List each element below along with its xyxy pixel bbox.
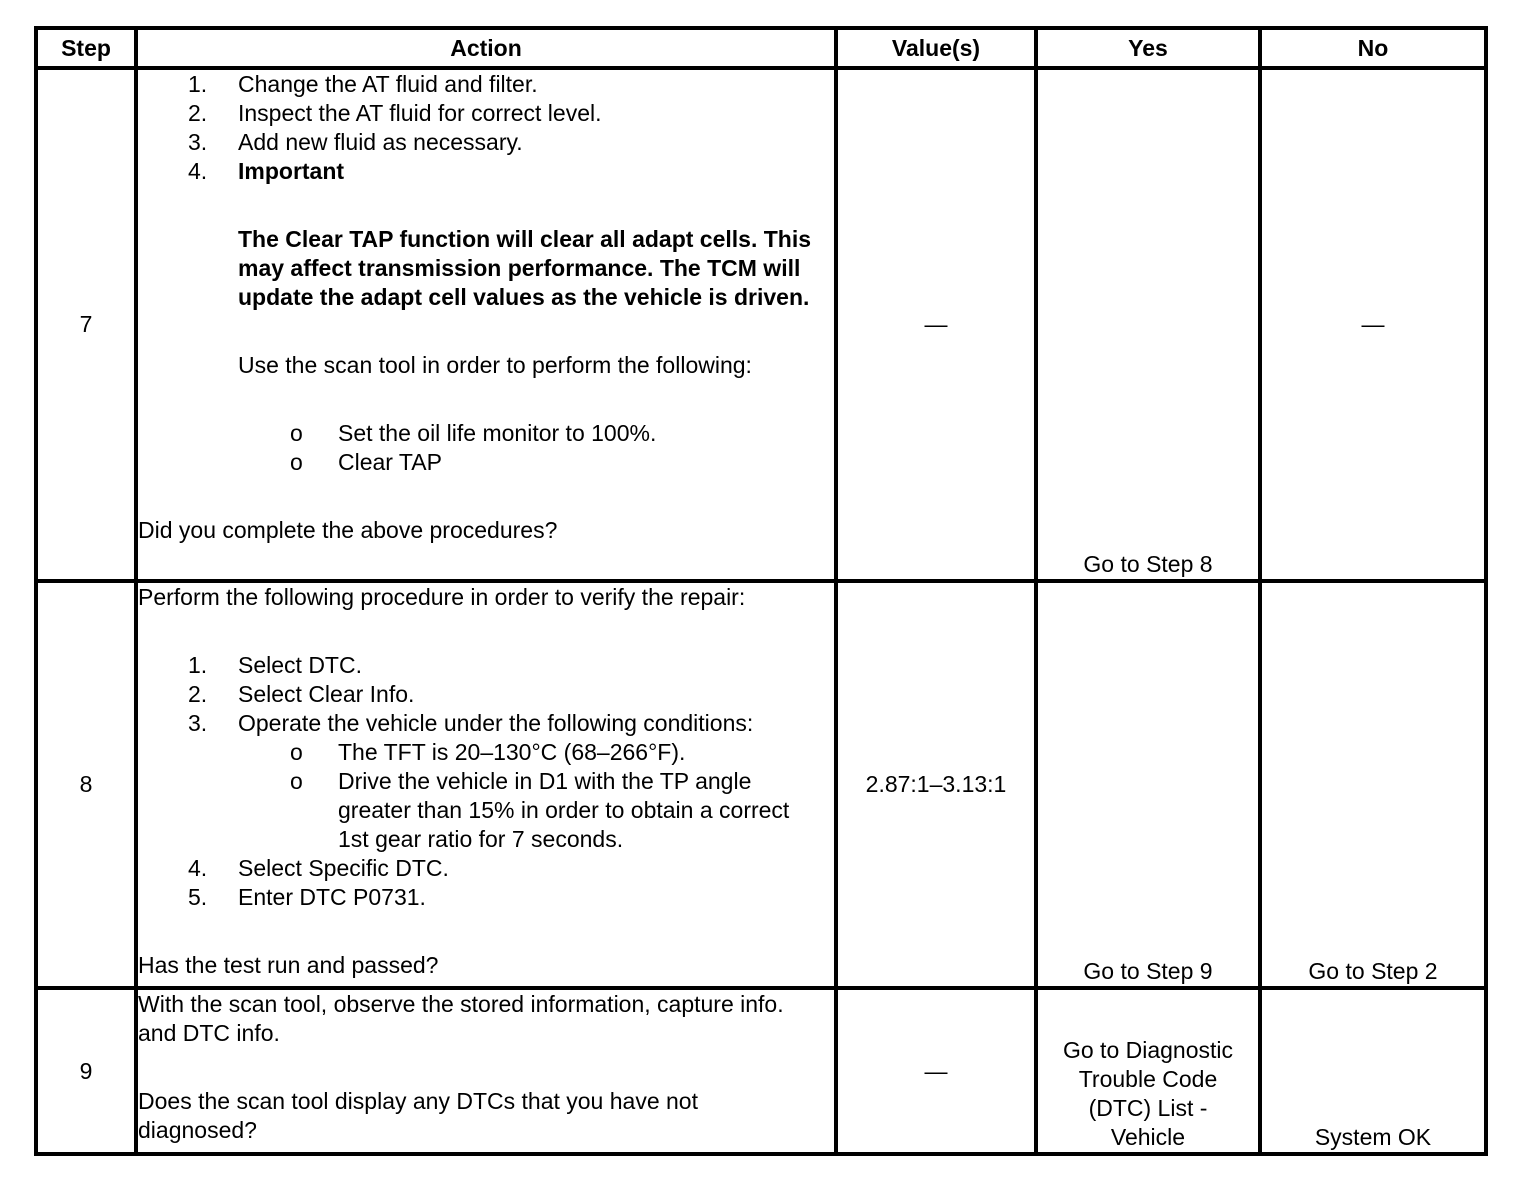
table-row-step-7 <box>36 68 1486 581</box>
list-number: 1. <box>188 71 208 97</box>
bullet-item <box>238 448 834 477</box>
bullet-marker: o <box>290 768 303 794</box>
table-row-step-9 <box>36 988 1486 1154</box>
bullet-marker: o <box>290 420 303 446</box>
list-text: Operate the vehicle under the following conditions: <box>238 710 754 736</box>
bullet-item <box>238 738 834 767</box>
list-number: 4. <box>188 158 208 184</box>
important-label: Important <box>238 158 345 184</box>
no-cell: System OK <box>1260 988 1486 1154</box>
list-item <box>138 157 834 419</box>
intro-text: Perform the following procedure in order to verify the repair: <box>138 584 746 610</box>
bullet-marker: o <box>290 739 303 765</box>
header-no: No <box>1260 28 1486 68</box>
list-number: 3. <box>188 129 208 155</box>
list-text: Add new fluid as necessary. <box>238 129 523 155</box>
list-text: Inspect the AT fluid for correct level. <box>238 100 602 126</box>
question-text: Has the test run and passed? <box>138 952 439 978</box>
no-cell: Go to Step 2 <box>1260 581 1486 988</box>
question-text: Did you complete the above procedures? <box>138 517 558 543</box>
value-cell: 2.87:1–3.13:1 <box>836 581 1036 988</box>
bullet-item <box>238 767 798 854</box>
list-item <box>138 99 834 128</box>
table-row-step-8 <box>36 581 1486 988</box>
action-cell <box>136 68 836 581</box>
value-cell: — <box>836 988 1036 1154</box>
header-step: Step <box>36 28 136 68</box>
action-cell <box>136 581 836 988</box>
list-number: 2. <box>188 100 208 126</box>
diagnostic-table <box>34 26 1488 1156</box>
bullet-text: Set the oil life monitor to 100%. <box>338 420 657 446</box>
list-item <box>138 128 834 157</box>
bullet-text: Clear TAP <box>338 449 442 475</box>
procedure-list <box>138 651 834 912</box>
list-number: 5. <box>188 884 208 910</box>
scan-tool-instruction: Use the scan tool in order to perform the following: <box>238 352 752 378</box>
yes-cell: Go to Step 8 <box>1036 68 1260 581</box>
value-cell: — <box>836 68 1036 581</box>
list-item <box>138 680 834 709</box>
header-action: Action <box>136 28 836 68</box>
list-text: Select Specific DTC. <box>238 855 449 881</box>
action-cell <box>136 988 836 1154</box>
question-text: Does the scan tool display any DTCs that you have not diagnosed? <box>138 1088 698 1143</box>
no-cell: — <box>1260 68 1486 581</box>
header-row <box>36 28 1486 68</box>
list-text: Enter DTC P0731. <box>238 884 426 910</box>
condition-bullets <box>138 738 834 854</box>
list-number: 1. <box>188 652 208 678</box>
bullet-marker: o <box>290 449 303 475</box>
bullet-text: The TFT is 20–130°C (68–266°F). <box>338 739 686 765</box>
list-number: 3. <box>188 710 208 736</box>
bullet-text: Drive the vehicle in D1 with the TP angle greater than 15% in order to obtain a correct 1st gear ratio for 7 seconds. <box>338 768 790 852</box>
list-number: 4. <box>188 855 208 881</box>
step-number: 8 <box>36 581 136 988</box>
list-number: 2. <box>188 681 208 707</box>
list-item <box>138 70 834 99</box>
list-text: Change the AT fluid and filter. <box>238 71 538 97</box>
list-item <box>138 883 834 912</box>
list-text: Select DTC. <box>238 652 362 678</box>
procedure-list <box>138 70 834 419</box>
bullet-item <box>238 419 834 448</box>
scan-tool-bullets <box>138 419 834 477</box>
step-number: 7 <box>36 68 136 581</box>
list-item <box>138 854 834 883</box>
header-yes: Yes <box>1036 28 1260 68</box>
header-values: Value(s) <box>836 28 1036 68</box>
yes-cell: Go to Step 9 <box>1036 581 1260 988</box>
yes-cell: Go to Diagnostic Trouble Code (DTC) List - Vehicle <box>1036 988 1260 1154</box>
list-text: Select Clear Info. <box>238 681 415 707</box>
important-note: The Clear TAP function will clear all adapt cells. This may affect transmission performance. The TCM will update the adapt cell values as the vehicle is driven. <box>238 226 812 310</box>
step-number: 9 <box>36 988 136 1154</box>
observe-text: With the scan tool, observe the stored information, capture info. and DTC info. <box>138 991 784 1046</box>
list-item <box>138 709 834 854</box>
list-item <box>138 651 834 680</box>
